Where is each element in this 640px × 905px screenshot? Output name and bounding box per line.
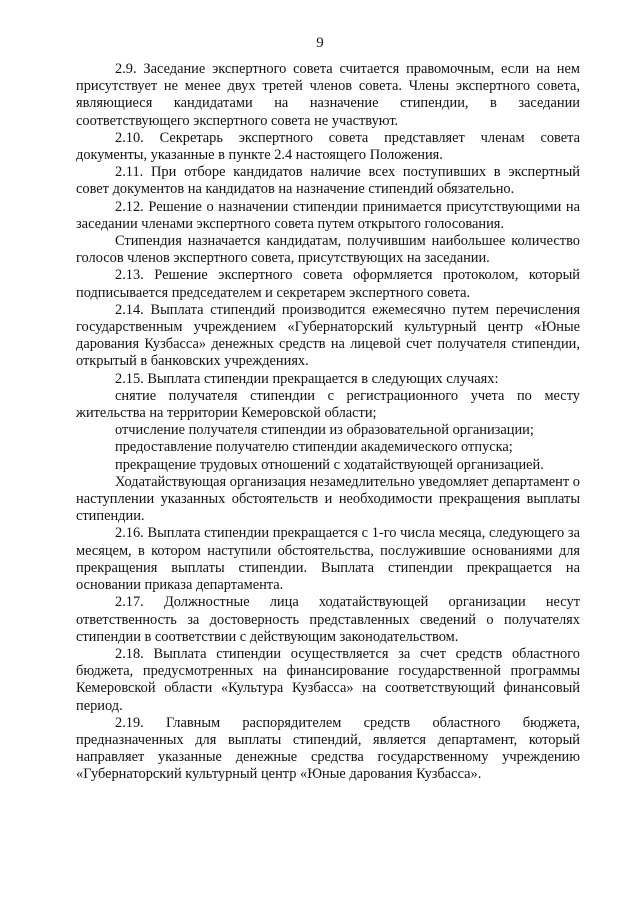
paragraph-notification: Ходатайствующая организация незамедлительно уведомляет департамент о наступлении указанных обстоятельств и необходимости прекращения выплаты стипендии. [76,473,580,525]
paragraph-2-17: 2.17. Должностные лица ходатайствующей организации несут ответственность за достоверность представленных сведений о получателях стипендии в соответствии с действующим законодательством. [76,594,580,645]
list-item-expulsion: отчисление получателя стипендии из образовательной организации; [115,422,534,439]
paragraph-2-15: 2.15. Выплата стипендии прекращается в следующих случаях: [115,370,499,387]
paragraph-2-9: 2.9. Заседание экспертного совета считается правомочным, если на нем присутствует не менее двух третей членов совета. Члены экспертного совета, являющиеся кандидатами на назначение стипендии, в заседании соответствующего экспертного совета не участвуют. [76,61,580,129]
list-item-academic-leave: предоставление получателю стипендии академического отпуска; [115,439,513,456]
paragraph-stipend-assignment: Стипендия назначается кандидатам, получившим наибольшее количество голосов членов экспертного совета, присутствующих на заседании. [76,233,580,267]
paragraph-2-18: 2.18. Выплата стипендии осуществляется за счет средств областного бюджета, предусмотренных на финансирование государственной программы Кемеровской области «Культура Кузбасса» на соответствующий финансовый период. [76,645,580,714]
document-body [76,61,580,784]
page-number: 9 [316,35,324,51]
paragraph-2-12: 2.12. Решение о назначении стипендии принимается присутствующими на заседании членами экспертного совета путем открытого голосования. [76,198,580,232]
list-item-employment-termination: прекращение трудовых отношений с ходатайствующей организацией. [115,456,544,473]
paragraph-2-14: 2.14. Выплата стипендий производится ежемесячно путем перечисления государственным учреждением «Губернаторский культурный центр «Юные дарования Кузбасса» денежных средств на лицевой счет получателя стипендии, открытый в банковских учреждениях. [76,301,580,370]
paragraph-2-10: 2.10. Секретарь экспертного совета представляет членам совета документы, указанные в пункте 2.4 настоящего Положения. [76,129,580,164]
paragraph-2-13: 2.13. Решение экспертного совета оформляется протоколом, который подписывается председателем и секретарем экспертного совета. [76,267,580,301]
list-item-deregistration: снятие получателя стипендии с регистрационного учета по месту жительства на территории Кемеровской области; [76,387,580,422]
paragraph-2-16: 2.16. Выплата стипендии прекращается с 1-го числа месяца, следующего за месяцем, в котором наступили обстоятельства, послужившие основаниями для прекращения выплаты стипендии. Выплата стипендии прекращается на основании приказа департамента. [76,525,580,594]
paragraph-2-19: 2.19. Главным распорядителем средств областного бюджета, предназначенных для выплаты стипендий, является департамент, который направляет указанные денежные средства государственному учреждению «Губернаторский культурный центр «Юные дарования Кузбасса». [76,714,580,783]
paragraph-2-11: 2.11. При отборе кандидатов наличие всех поступивших в экспертный совет документов на кандидатов на назначение стипендий обязательно. [76,164,580,198]
